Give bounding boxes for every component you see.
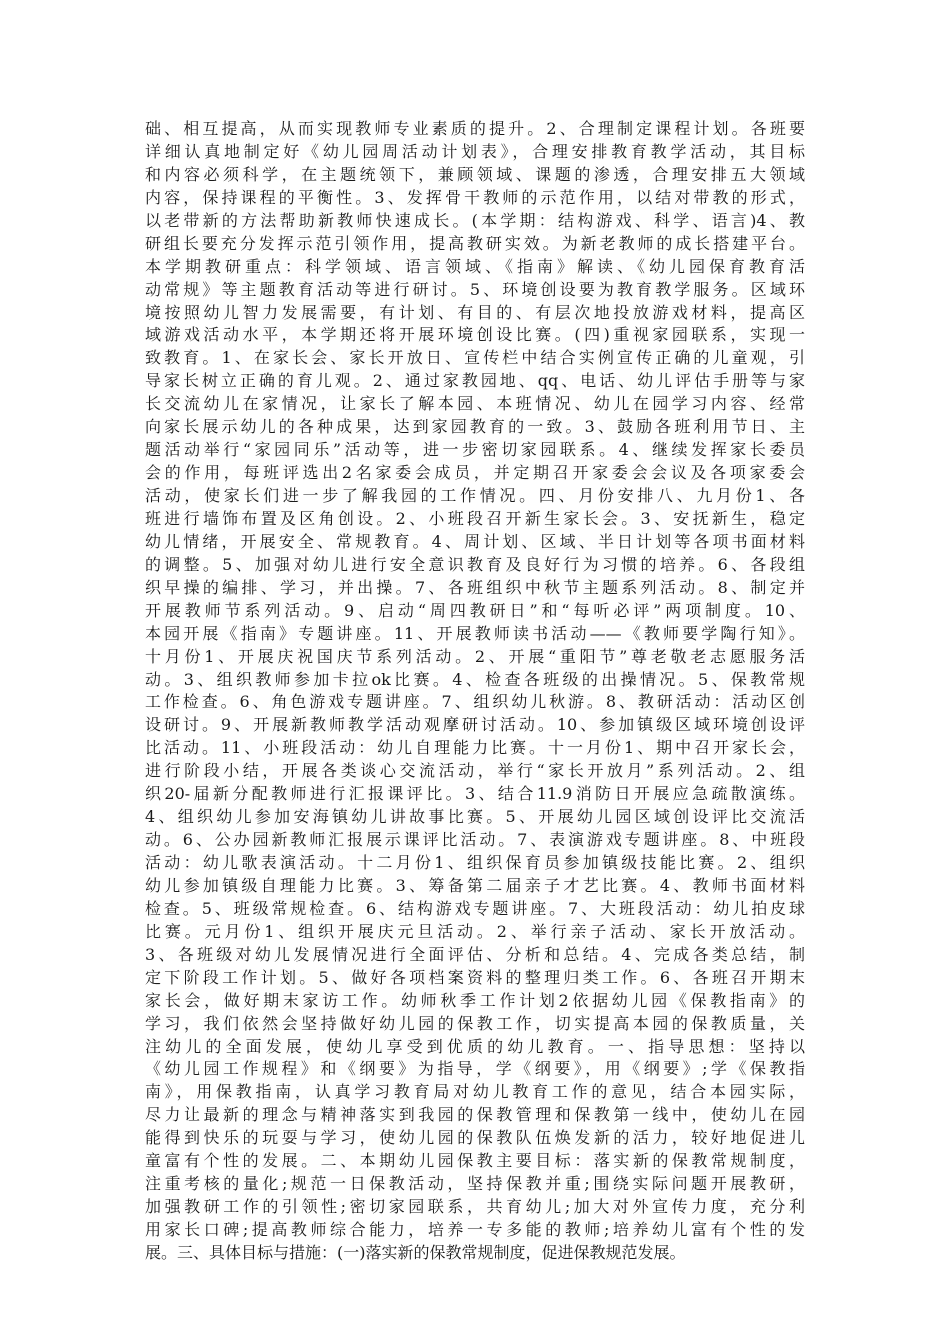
text-line: 尽力让最新的理念与精神落实到我园的保教管理和保教第一线中，使幼儿在园 [145,1105,805,1125]
text-line: 向家长展示幼儿的各种成果，达到家园教育的一致。3、鼓励各班利用节日、主 [145,417,805,437]
text-line: 研组长要充分发挥示范引领作用，提高教研实效。为新老教师的成长搭建平台。 [145,233,805,253]
text-line: 境按照幼儿智力发展需要，有计划、有目的、有层次地投放游戏材料，提高区 [145,302,805,322]
text-line: 4、组织幼儿参加安海镇幼儿讲故事比赛。5、开展幼儿园区域创设评比交流活 [145,807,805,827]
text-line: 域游戏活动水平，本学期还将开展环境创设比赛。(四)重视家园联系，实现一 [145,325,805,345]
text-line: 家长会，做好期末家访工作。幼师秋季工作计划2依据幼儿园《保教指南》的 [145,990,805,1010]
text-line: 比活动。11、小班段活动：幼儿自理能力比赛。十一月份1、期中召开家长会， [145,738,805,758]
text-line: 设研讨。9、开展新教师教学活动观摩研讨活动。10、参加镇级区域环境创设评 [145,715,805,735]
text-line: 题活动举行“家园同乐”活动等，进一步密切家园联系。4、继续发挥家长委员 [145,440,805,460]
text-line: 幼儿情绪，开展安全、常规教育。4、周计划、区域、半日计划等各项书面材料 [145,531,805,551]
text-line: 比赛。元月份1、组织开展庆元旦活动。2、举行亲子活动、家长开放活动。 [145,921,805,941]
text-line: 和内容必须科学，在主题统领下，兼顾领域、课题的渗透，合理安排五大领域 [145,164,805,184]
text-line: 加强教研工作的引领性;密切家园联系，共育幼儿;加大对外宣传力度，充分利 [145,1197,805,1217]
text-line: 注幼儿的全面发展，使幼儿享受到优质的幼儿教育。一、指导思想：坚持以 [145,1036,805,1056]
text-line: 本学期教研重点：科学领域、语言领域、《指南》解读、《幼儿园保育教育活 [145,256,805,276]
text-line: 注重考核的量化;规范一日保教活动，坚持保教并重;围绕实际问题开展教研， [145,1174,805,1194]
text-line: 织早操的编排、学习，并出操。7、各班组织中秋节主题系列活动。8、制定并 [145,577,805,597]
text-line: 以老带新的方法帮助新教师快速成长。(本学期：结构游戏、科学、语言)4、教 [145,210,805,230]
text-line: 导家长树立正确的育儿观。2、通过家教园地、qq、电话、幼儿评估手册等与家 [145,371,805,391]
body-text [145,118,805,1265]
text-line: 童富有个性的发展。二、本期幼儿园保教主要目标：落实新的保教常规制度， [145,1151,805,1171]
text-line: 详细认真地制定好《幼儿园周活动计划表》，合理安排教育教学活动，其目标 [145,141,805,161]
text-line: 础、相互提高，从而实现教师专业素质的提升。2、合理制定课程计划。各班要 [145,119,805,138]
text-line: 班进行墙饰布置及区角创设。2、小班段召开新生家长会。3、安抚新生，稳定 [145,508,805,528]
text-line: 本园开展《指南》专题讲座。11、开展教师读书活动——《教师要学陶行知》。 [145,623,805,643]
text-line: 定下阶段工作计划。5、做好各项档案资料的整理归类工作。6、各班召开期末 [145,967,805,987]
text-line: 长交流幼儿在家情况，让家长了解本园、本班情况、幼儿在园学习内容、经常 [145,394,805,414]
text-line: 织20-届新分配教师进行汇报课评比。3、结合11.9消防日开展应急疏散演练。 [145,784,805,804]
text-line: 动。6、公办园新教师汇报展示课评比活动。7、表演游戏专题讲座。8、中班段 [145,830,805,850]
text-line: 会的作用，每班评选出2名家委会成员，并定期召开家委会会议及各项家委会 [145,463,805,483]
text-line: 学习，我们依然会坚持做好幼儿园的保教工作，切实提高本园的保教质量，关 [145,1013,805,1033]
text-line: 检查。5、班级常规检查。6、结构游戏专题讲座。7、大班段活动：幼儿拍皮球 [145,898,805,918]
text-line: 内容，保持课程的平衡性。3、发挥骨干教师的示范作用，以结对带教的形式， [145,187,805,207]
text-line: 能得到快乐的玩耍与学习，使幼儿园的保教队伍焕发新的活力，较好地促进儿 [145,1128,805,1148]
text-line: 十月份1、开展庆祝国庆节系列活动。2、开展“重阳节”尊老敬老志愿服务活 [145,646,805,666]
text-line: 的调整。5、加强对幼儿进行安全意识教育及良好行为习惯的培养。6、各段组 [145,554,805,574]
text-line: 《幼儿园工作规程》和《纲要》为指导，学《纲要》，用《纲要》;学《保教指 [145,1059,805,1079]
text-line: 工作检查。6、角色游戏专题讲座。7、组织幼儿秋游。8、教研活动：活动区创 [145,692,805,712]
text-line: 活动，使家长们进一步了解我园的工作情况。四、月份安排八、九月份1、各 [145,486,805,505]
text-line: 展。三、具体目标与措施：(一)落实新的保教常规制度，促进保教规范发展。 [145,1242,686,1262]
text-line: 活动：幼儿歌表演活动。十二月份1、组织保育员参加镇级技能比赛。2、组织 [145,853,805,872]
text-line: 3、各班级对幼儿发展情况进行全面评估、分析和总结。4、完成各类总结，制 [145,944,805,964]
text-line: 动常规》等主题教育活动等进行研讨。5、环境创设要为教育教学服务。区域环 [145,279,805,299]
text-line: 幼儿参加镇级自理能力比赛。3、筹备第二届亲子才艺比赛。4、教师书面材料 [145,875,805,895]
text-line: 进行阶段小结，开展各类谈心交流活动，举行“家长开放月”系列活动。2、组 [145,761,805,781]
text-line: 开展教师节系列活动。9、启动“周四教研日”和“每听必评”两项制度。10、 [145,600,805,620]
text-line: 用家长口碑;提高教师综合能力，培养一专多能的教师;培养幼儿富有个性的发 [145,1220,805,1239]
text-line: 动。3、组织教师参加卡拉ok比赛。4、检查各班级的出操情况。5、保教常规 [145,669,805,689]
text-line: 南》，用保教指南，认真学习教育局对幼儿教育工作的意见，结合本园实际， [145,1082,805,1102]
text-line: 致教育。1、在家长会、家长开放日、宣传栏中结合实例宣传正确的儿童观，引 [145,348,805,368]
